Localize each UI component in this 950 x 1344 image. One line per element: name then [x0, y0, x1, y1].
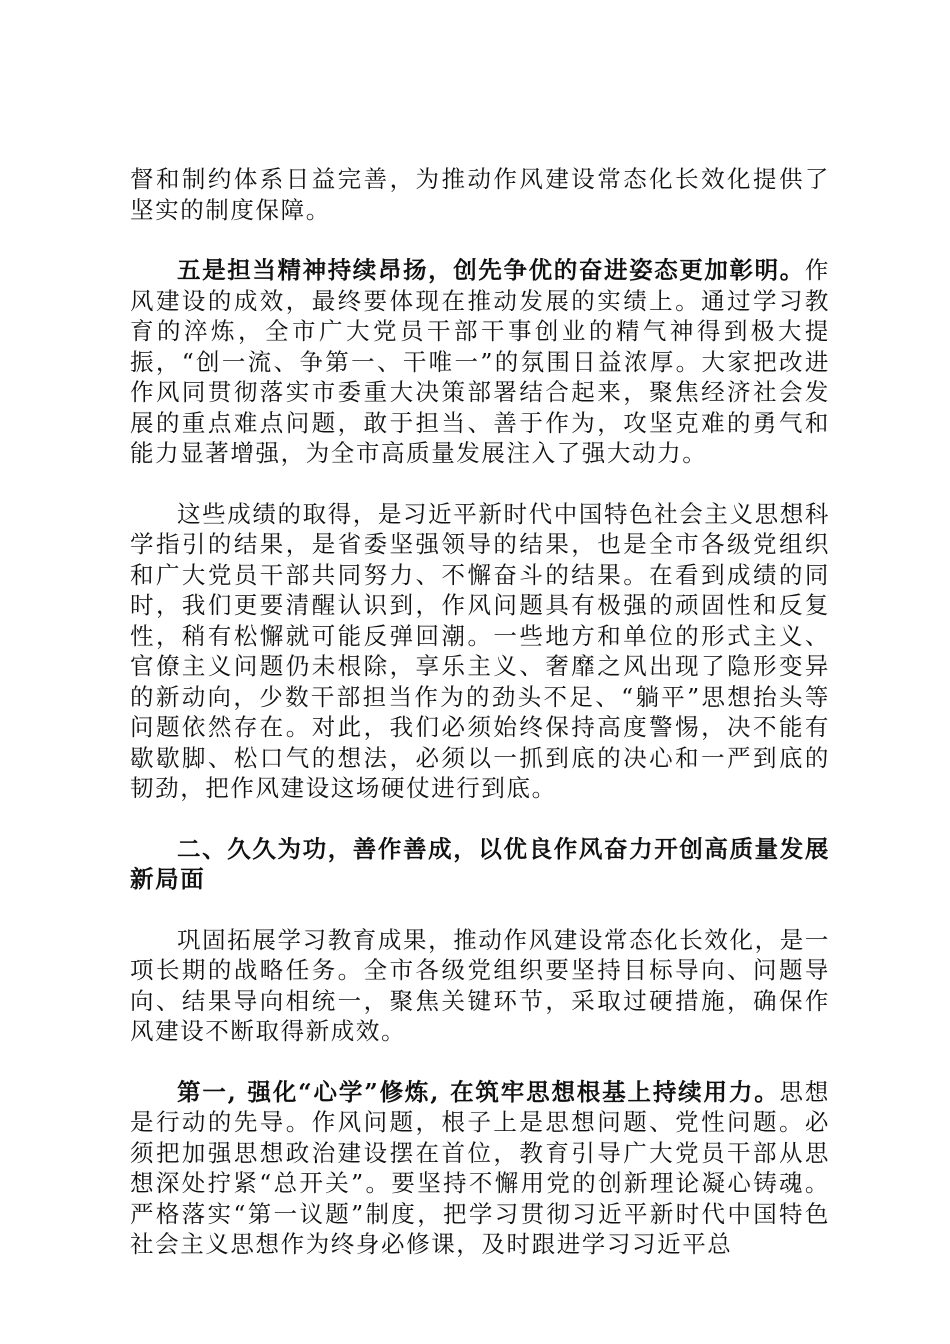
paragraph-text: 督和制约体系日益完善，为推动作风建设常态化长效化提供了坚实的制度保障。 [130, 165, 830, 224]
paragraph-lead: 五是担当精神持续昂扬，创先争优的奋进姿态更加彰明。 [177, 256, 805, 284]
paragraph-point-five [130, 255, 830, 469]
section-heading: 二、久久为功，善作善成，以优良作风奋力开创高质量发展新局面 [130, 834, 830, 893]
paragraph-achievements-summary [130, 499, 830, 804]
paragraph-point-first [130, 1077, 830, 1260]
paragraph-text: 作风建设的成效，最终要体现在推动发展的实绩上。通过学习教育的淬炼，全市广大党员干部干事创业的精气神得到极大提振，“创一流、争第一、干唯一”的氛围日益浓厚。大家把改进作风同贯彻落实市委重大决策部署结合起来，聚焦经济社会发展的重点难点问题，敢于担当、善于作为，攻坚克难的勇气和能力显著增强，为全市高质量发展注入了强大动力。 [130, 256, 830, 467]
paragraph-text: 思想是行动的先导。作风问题，根子上是思想问题、党性问题。必须把加强思想政治建设摆在首位，教育引导广大党员干部从思想深处拧紧“总开关”。要坚持不懈用党的创新理论凝心铸魂。严格落实“第一议题”制度，把学习贯彻习近平新时代中国特色社会主义思想作为终身必修课，及时跟进学习习近平总 [130, 1077, 830, 1258]
paragraph-text: 巩固拓展学习教育成果，推动作风建设常态化长效化，是一项长期的战略任务。全市各级党组织要坚持目标导向、问题导向、结果导向相统一，聚焦关键环节，采取过硬措施，确保作风建设不断取得新成效。 [130, 925, 830, 1045]
paragraph-text: 这些成绩的取得，是习近平新时代中国特色社会主义思想科学指引的结果，是省委坚强领导的结果，也是全市各级党组织和广大党员干部共同努力、不懈奋斗的结果。在看到成绩的同时，我们更要清醒认识到，作风问题具有极强的顽固性和反复性，稍有松懈就可能反弹回潮。一些地方和单位的形式主义、官僚主义问题仍未根除，享乐主义、奢靡之风出现了隐形变异的新动向，少数干部担当作为的劲头不足、“躺平”思想抬头等问题依然存在。对此，我们必须始终保持高度警惕，决不能有歇歇脚、松口气的想法，必须以一抓到底的决心和一严到底的韧劲，把作风建设这场硬仗进行到底。 [130, 499, 830, 802]
paragraph-continuation [130, 164, 830, 225]
paragraph-section-intro [130, 925, 830, 1047]
paragraph-lead: 第一, 强化“心学”修炼, 在筑牢思想根基上持续用力。 [177, 1077, 780, 1106]
document-body [130, 164, 830, 1290]
